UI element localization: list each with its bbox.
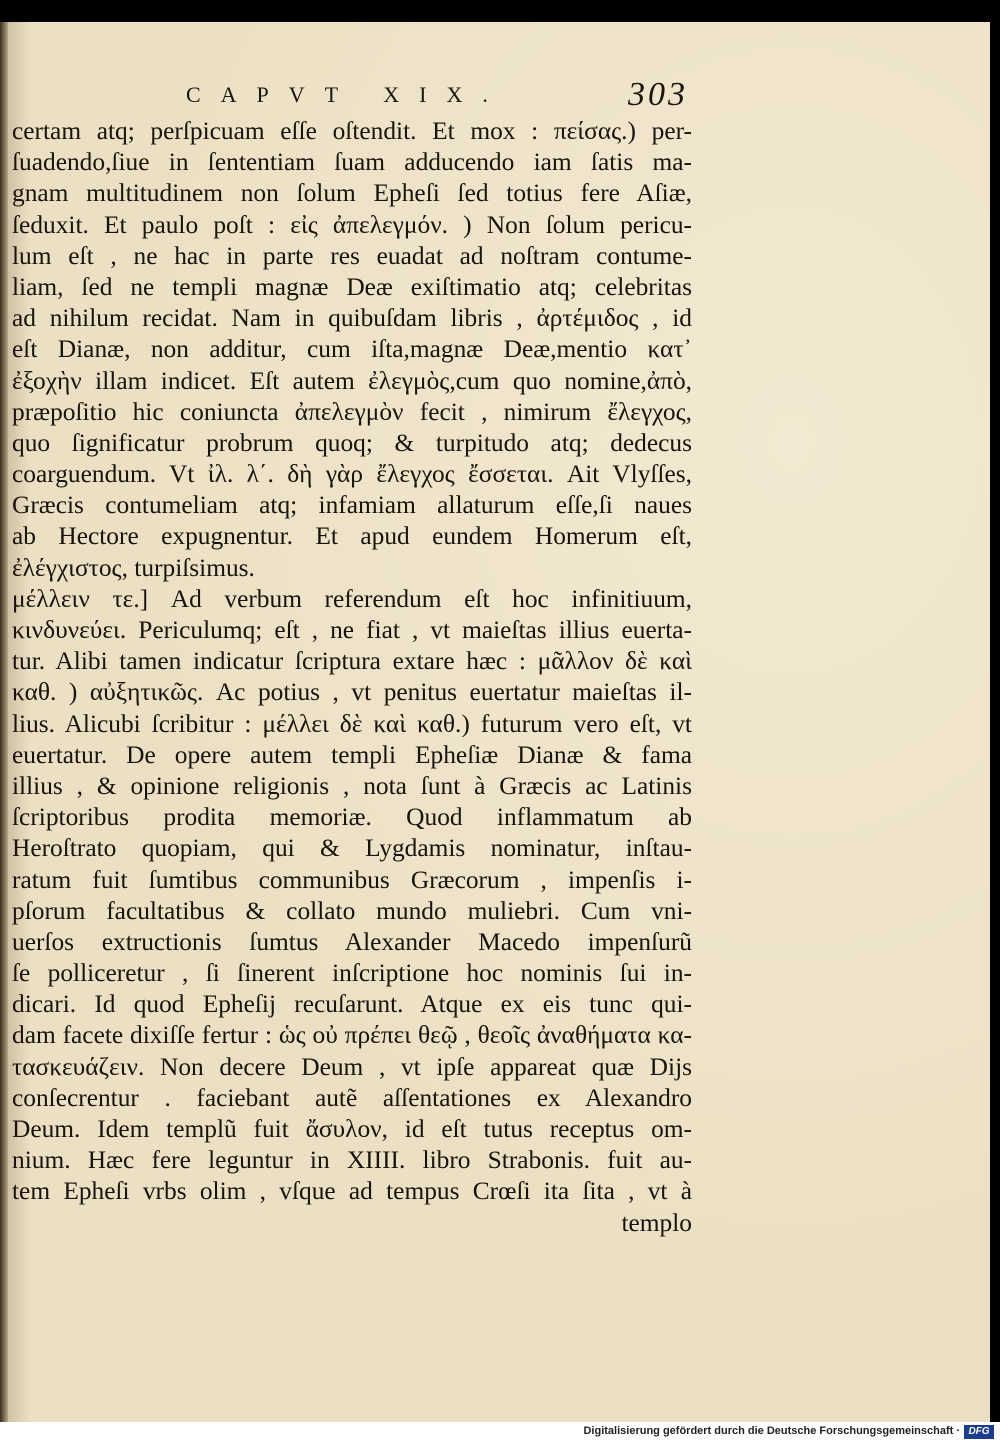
text-line: Deum. Idem templũ fuit ἄσυλον, id eſt tutus receptus om- — [12, 1115, 692, 1143]
page-number: 303 — [628, 76, 688, 113]
text-line: Heroſtrato quopiam, qui & Lygdamis nominatur, inſtau- — [12, 834, 692, 863]
funding-credit: Digitalisierung gefördert durch die Deutsche Forschungsgemeinschaft · — [583, 1425, 960, 1437]
text-line: ſcriptoribus prodita memoriæ. Quod inflammatum ab — [12, 803, 692, 832]
text-line: liam, ſed ne templi magnæ Deæ exiſtimatio atq; celebritas — [12, 272, 692, 301]
text-line: ſe polliceretur , ſi ſinerent inſcriptione hoc nominis ſui in- — [12, 959, 692, 988]
text-line: dam facete dixiſſe fertur : ὡς οὐ πρέπει θεῷ , θεοῖς ἀναθήματα κα- — [12, 1021, 692, 1050]
text-line: κινδυνεύει. Periculumq; eſt , ne fiat , vt maieſtas illius euerta- — [12, 616, 692, 644]
text-line: coarguendum. Vt ἰλ. λ΄. δὴ γὰρ ἔλεγχος ἔσσεται. Ait Vlyſſes, — [12, 460, 692, 489]
text-line: καθ. ) αὐξητικῶς. Ac potius , vt penitus euertatur maieſtas il- — [12, 678, 692, 707]
text-line: ſuadendo,ſiue in ſententiam ſuam adducendo iam ſatis ma- — [12, 148, 692, 177]
text-line: nium. Hæc fere leguntur in XIIII. libro Strabonis. fuit au- — [12, 1146, 692, 1175]
text-line: tur. Alibi tamen indicatur ſcriptura extare hæc : μᾶλλον δὲ καὶ — [12, 647, 692, 676]
body-text — [12, 116, 692, 1239]
text-line: certam atq; perſpicuam eſſe oſtendit. Et mox : πείσας.) per- — [12, 117, 692, 145]
text-line: ἐξοχὴν illam indicet. Eſt autem ἐλεγμὸς,cum quo nomine,ἀπὸ, — [12, 366, 692, 395]
chapter-heading: CAPVT XIX. — [186, 82, 508, 107]
text-line: illius , & opinione religionis , nota ſunt à Græcis ac Latinis — [12, 771, 692, 800]
text-line: uerſos extructionis ſumtus Alexander Macedo impenſurũ — [12, 927, 692, 956]
text-line: ratum fuit ſumtibus communibus Græcorum , impenſis i- — [12, 865, 692, 894]
text-line: ab Hectore expugnentur. Et apud eundem Homerum eſt, — [12, 522, 692, 551]
text-line: Græcis contumeliam atq; infamiam allaturum eſſe,ſi naues — [12, 491, 692, 520]
text-line: præpoſitio hic coniuncta ἀπελεγμὸν fecit , nimirum ἔλεγχος, — [12, 397, 692, 426]
text-line: pſorum facultatibus & collato mundo muliebri. Cum vni- — [12, 896, 692, 925]
text-line: ἐλέγχιστος, turpiſsimus. — [12, 553, 255, 582]
text-line: gnam multitudinem non ſolum Epheſi ſed totius fere Aſiæ, — [12, 179, 692, 208]
text-line: μέλλειν τε.] Ad verbum referendum eſt hoc infinitiuum, — [12, 584, 692, 613]
text-line: lius. Alicubi ſcribitur : μέλλει δὲ καὶ καθ.) futurum vero eſt, vt — [12, 709, 692, 738]
text-line: ſeduxit. Et paulo poſt : εἰς ἀπελεγμόν. ) Non ſolum pericu- — [12, 210, 692, 239]
digitization-footer — [0, 1422, 1000, 1443]
dfg-logo: DFG — [964, 1425, 994, 1439]
text-line: ad nihilum recidat. Nam in quibuſdam libris , ἀρτέμιδος , id — [12, 304, 692, 333]
text-line: tem Epheſi vrbs olim , vſque ad tempus Crœſi ita ſita , vt à — [12, 1177, 692, 1206]
text-line: quo ſignificatur probrum quoq; & turpitudo atq; dedecus — [12, 428, 692, 457]
text-line: lum eſt , ne hac in parte res euadat ad noſtram contume- — [12, 241, 692, 270]
running-head — [0, 76, 990, 116]
catchword: templo — [621, 1208, 692, 1237]
text-line: τασκευάζειν. Non decere Deum , vt ipſe appareat quæ Dijs — [12, 1052, 692, 1081]
text-line: eſt Dianæ, non additur, cum iſta,magnæ Deæ,mentio κατ᾽ — [12, 335, 692, 364]
text-line: conſecrentur . faciebant autẽ aſſentationes ex Alexandro — [12, 1083, 692, 1112]
text-line: euertatur. De opere autem templi Epheſiæ Dianæ & fama — [12, 740, 692, 769]
text-line: dicari. Id quod Epheſij recuſarunt. Atque ex eis tunc qui- — [12, 990, 692, 1019]
page-gutter-edge — [0, 22, 8, 1422]
